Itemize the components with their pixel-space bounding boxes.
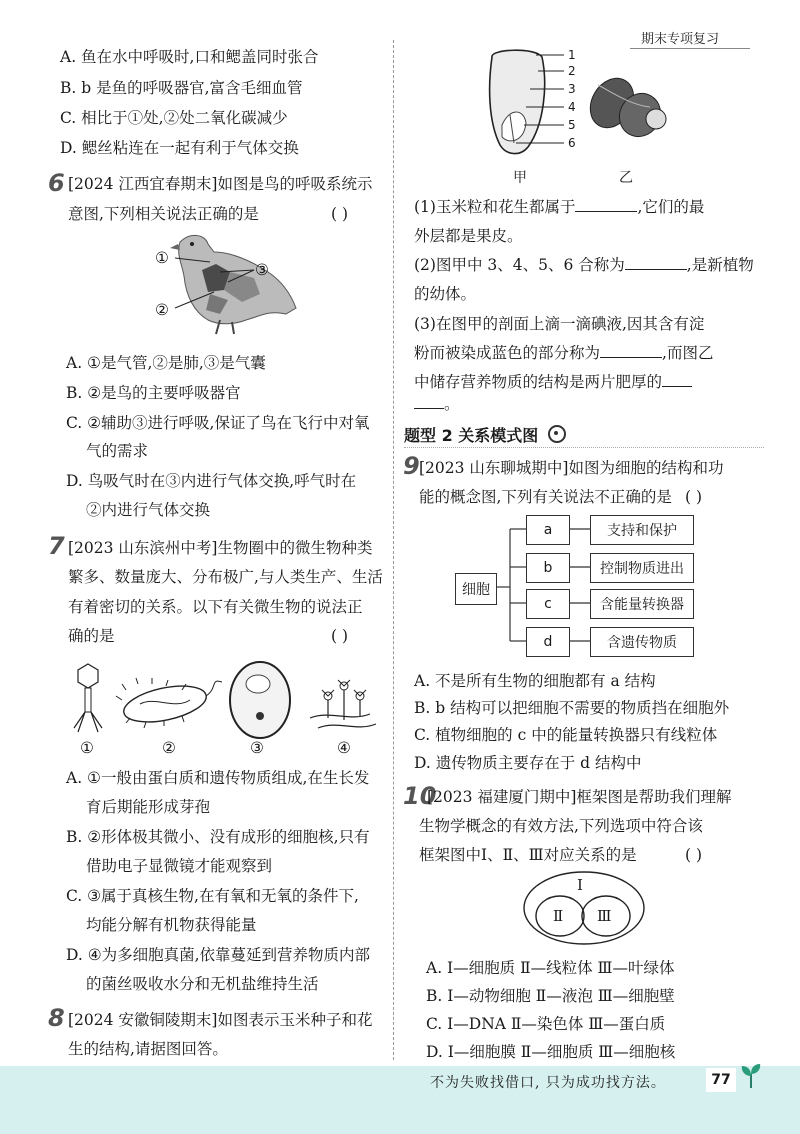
q8-part3-text-b: ,而图乙 (662, 344, 714, 362)
q7-option-d: D. ④为多细胞真菌,依靠蔓延到营养物质内部 (66, 946, 371, 964)
footer-band (0, 1066, 800, 1134)
q8-part2-blank[interactable] (625, 255, 687, 270)
yeast-cell (230, 662, 290, 738)
q9-option-c: C. 植物细胞的 c 中的能量转换器只有线粒体 (414, 726, 718, 744)
q6-option-c: C. ②辅助③进行呼吸,保证了鸟在飞行中对氧 (66, 414, 370, 432)
concept-function-d: 含遗传物质 (590, 627, 694, 657)
q10-option-a: A. Ⅰ—细胞质 Ⅱ—线粒体 Ⅲ—叶绿体 (426, 959, 675, 977)
q7-stem-line2: 繁多、数量庞大、分布极广,与人类生产、生活 (68, 568, 383, 586)
mold-hyphae (310, 690, 376, 728)
q5-option-c: C. 相比于①处,②处二氧化碳减少 (60, 109, 288, 127)
q6-option-d-cont: ②内进行气体交换 (86, 501, 211, 519)
q8-part2-text-b: ,是新植物 (686, 256, 754, 274)
concept-function-a: 支持和保护 (590, 515, 694, 545)
concept-node-c: c (526, 589, 570, 619)
phage-head (78, 664, 98, 688)
microbe-label-2: ② (162, 739, 176, 757)
seed-figure (480, 45, 680, 165)
q7-stem-line1: [2023 山东滨州中考]生物圈中的微生物种类 (68, 539, 373, 557)
section-title (404, 423, 566, 446)
q6-option-d: D. 鸟吸气时在③内进行气体交换,呼气时在 (66, 472, 357, 490)
q8-part2-text: (2)图甲中 3、4、5、6 合称为 (414, 256, 625, 274)
q10-option-b: B. Ⅰ—动物细胞 Ⅱ—液泡 Ⅲ—细胞壁 (426, 987, 675, 1005)
header-tag: 期末专项复习 (641, 32, 720, 47)
bird-label-leaders (170, 250, 260, 310)
venn-label-1: Ⅰ (577, 876, 583, 894)
column-divider (393, 40, 395, 1060)
section-title-text: 题型 2 关系模式图 (404, 426, 539, 445)
q8-part3-line1: (3)在图甲的剖面上滴一滴碘液,因其含有淀 (414, 315, 705, 333)
footer-motto: 不为失败找借口, 只为成功找方法。 (430, 1075, 666, 1091)
concept-root-cell: 细胞 (455, 573, 497, 605)
q10-stem-line2: 生物学概念的有效方法,下列选项中符合该 (419, 817, 703, 835)
q10-option-c: C. Ⅰ—DNA Ⅱ—染色体 Ⅲ—蛋白质 (426, 1015, 666, 1033)
section-underline (404, 446, 764, 448)
q8-part3-blank1[interactable] (600, 343, 662, 358)
q8-part3-blank2b[interactable] (414, 394, 444, 409)
q10-number: 10 (403, 782, 437, 810)
q9-number: 9 (403, 452, 420, 480)
q6-option-c-cont: 气的需求 (86, 442, 149, 460)
fig-label-jia: 甲 (513, 170, 527, 186)
concept-node-b: b (526, 553, 570, 583)
q7-option-a: A. ①一般由蛋白质和遗传物质组成,在生长发 (66, 769, 370, 787)
concept-node-a: a (526, 515, 570, 545)
q8-part1 (414, 196, 704, 218)
q7-option-b: B. ②形体极其微小、没有成形的细胞核,只有 (66, 828, 370, 846)
q6-stem-line2: 意图,下列相关说法正确的是 (68, 205, 259, 223)
q8-part3-line3 (414, 371, 692, 393)
q7-option-b-cont: 借助电子显微镜才能观察到 (86, 857, 273, 875)
q8-stem-line1: [2024 安徽铜陵期末]如图表示玉米种子和花 (68, 1011, 373, 1029)
q7-number: 7 (48, 532, 65, 560)
seed-label-1: 1 (568, 48, 576, 62)
q7-option-c: C. ③属于真核生物,在有氧和无氧的条件下, (66, 887, 359, 905)
concept-function-c: 含能量转换器 (590, 589, 694, 619)
microbes-figure (60, 660, 380, 740)
q8-part1-blank[interactable] (575, 197, 637, 212)
q9-answer-paren: ( ) (685, 488, 703, 506)
q10-answer-paren: ( ) (685, 846, 703, 864)
q9-option-a: A. 不是所有生物的细胞都有 a 结构 (414, 672, 656, 690)
q6-option-a: A. ①是气管,②是肺,③是气囊 (66, 354, 266, 372)
q10-stem-line3: 框架图中Ⅰ、Ⅱ、Ⅲ对应关系的是 (419, 846, 637, 864)
seed-label-2: 2 (568, 64, 576, 78)
bird-label-1: ① (155, 249, 169, 267)
q7-option-a-cont: 育后期能形成芽孢 (86, 798, 211, 816)
q7-option-d-cont: 的菌丝吸收水分和无机盐维持生活 (86, 975, 319, 993)
q8-part1-text-b: ,它们的最 (637, 198, 705, 216)
q8-stem-line2: 生的结构,请据图回答。 (68, 1040, 228, 1058)
q6-stem-line1: [2024 江西宜春期末]如图是鸟的呼吸系统示 (68, 175, 373, 193)
q8-part1-cont: 外层都是果皮。 (414, 227, 523, 245)
fig-label-yi: 乙 (619, 170, 633, 186)
q7-stem-line3: 有着密切的关系。以下有关微生物的说法正 (68, 598, 363, 616)
q8-part1-text: (1)玉米粒和花生都属于 (414, 198, 576, 216)
microbe-label-4: ④ (337, 739, 351, 757)
q5-option-d: D. 鳃丝粘连在一起有利于气体交换 (60, 139, 299, 157)
q7-stem-line4: 确的是 (68, 627, 115, 645)
q9-option-b: B. b 结构可以把细胞不需要的物质挡在细胞外 (414, 699, 730, 717)
q5-option-a: A. 鱼在水中呼吸时,口和鳃盖同时张合 (60, 48, 319, 66)
q6-number: 6 (48, 169, 65, 197)
concept-node-d: d (526, 627, 570, 657)
q10-option-d: D. Ⅰ—细胞膜 Ⅱ—细胞质 Ⅲ—细胞核 (426, 1043, 676, 1061)
q6-option-b: B. ②是鸟的主要呼吸器官 (66, 384, 241, 402)
q6-answer-paren: ( ) (331, 205, 349, 223)
q7-answer-paren: ( ) (331, 627, 349, 645)
q8-part2-cont: 的幼体。 (414, 285, 477, 303)
q8-part3-line2 (414, 342, 713, 364)
venn-label-3: Ⅲ (597, 907, 612, 925)
q9-option-d: D. 遗传物质主要存在于 d 结构中 (414, 754, 642, 772)
venn-diagram (520, 868, 650, 948)
q8-number: 8 (48, 1004, 65, 1032)
q8-part3-text: 粉而被染成蓝色的部分称为 (414, 344, 601, 362)
q8-part3-end: 。 (444, 395, 460, 413)
bird-label-2: ② (155, 301, 169, 319)
bacterium-body (121, 680, 210, 729)
page-number: 77 (706, 1068, 736, 1092)
q7-option-c-cont: 均能分解有机物获得能量 (86, 916, 257, 934)
q8-part3-text-c: 中储存营养物质的结构是两片肥厚的 (414, 373, 663, 391)
q9-stem-line2: 能的概念图,下列有关说法不正确的是 (419, 488, 672, 506)
microbe-label-3: ③ (250, 739, 264, 757)
q8-part3-line4 (414, 393, 460, 415)
q10-stem-line1: [2023 福建厦门期中]框架图是帮助我们理解 (427, 788, 732, 806)
seed-label-3: 3 (568, 82, 576, 96)
seed-label-4: 4 (568, 100, 576, 114)
sprout-icon (738, 1062, 764, 1090)
target-icon (548, 425, 566, 443)
q8-part3-blank2a[interactable] (662, 372, 692, 387)
microbe-label-1: ① (80, 739, 94, 757)
q9-stem-line1: [2023 山东聊城期中]如图为细胞的结构和功 (419, 459, 724, 477)
q8-part2 (414, 254, 754, 276)
venn-label-2: Ⅱ (553, 907, 564, 925)
bird-label-3: ③ (255, 261, 269, 279)
concept-function-b: 控制物质进出 (590, 553, 694, 583)
seed-label-6: 6 (568, 136, 576, 150)
q5-option-b: B. b 是鱼的呼吸器官,富含毛细血管 (60, 79, 303, 97)
seed-label-5: 5 (568, 118, 576, 132)
